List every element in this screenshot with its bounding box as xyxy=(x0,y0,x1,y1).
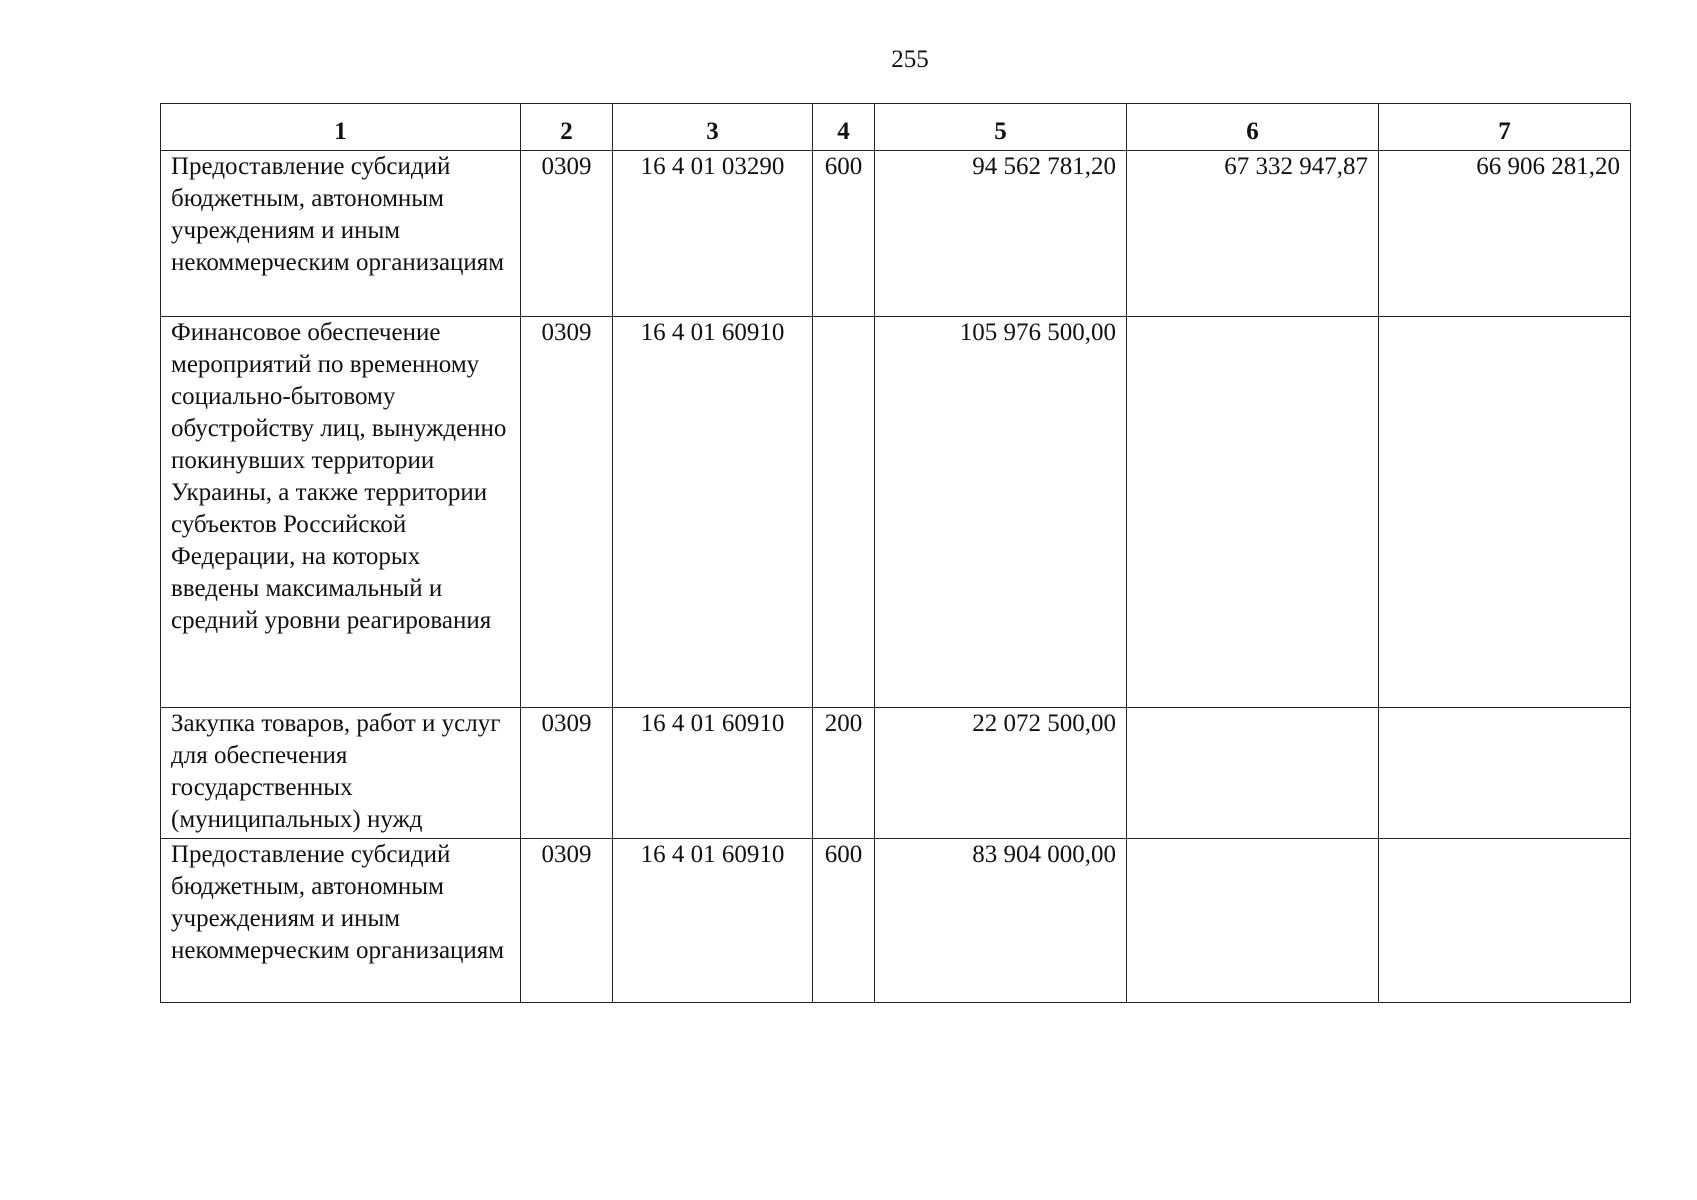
row-sum-5: 105 976 500,00 xyxy=(875,317,1127,708)
row-name: Финансовое обеспечение мероприятий по временному социально-бытовому обустройству лиц, вынужденно покинувших территории Украины, а также территории субъектов Российской Федерации, на которых введены максимальный и средний уровни реагирования xyxy=(161,317,521,708)
row-sum-6 xyxy=(1127,839,1379,1003)
row-section-code: 0309 xyxy=(521,839,613,1003)
column-header-7: 7 xyxy=(1379,104,1631,151)
row-expense-type: 600 xyxy=(813,151,875,317)
row-name: Предоставление субсидий бюджетным, автономным учреждениям и иным некоммерческим организациям xyxy=(161,839,521,1003)
row-expense-type xyxy=(813,317,875,708)
column-header-4: 4 xyxy=(813,104,875,151)
column-header-2: 2 xyxy=(521,104,613,151)
row-sum-5: 22 072 500,00 xyxy=(875,708,1127,839)
row-sum-7: 66 906 281,20 xyxy=(1379,151,1631,317)
table-row xyxy=(161,839,1631,1003)
table-row xyxy=(161,151,1631,317)
row-section-code: 0309 xyxy=(521,708,613,839)
row-target-code: 16 4 01 60910 xyxy=(613,839,813,1003)
row-section-code: 0309 xyxy=(521,151,613,317)
row-sum-5: 94 562 781,20 xyxy=(875,151,1127,317)
page-number: 255 xyxy=(891,46,929,73)
column-header-5: 5 xyxy=(875,104,1127,151)
row-sum-7 xyxy=(1379,839,1631,1003)
row-sum-6 xyxy=(1127,708,1379,839)
row-expense-type: 600 xyxy=(813,839,875,1003)
row-expense-type: 200 xyxy=(813,708,875,839)
budget-table xyxy=(160,103,1631,1003)
column-header-3: 3 xyxy=(613,104,813,151)
row-sum-7 xyxy=(1379,317,1631,708)
row-name: Закупка товаров, работ и услуг для обеспечения государственных (муниципальных) нужд xyxy=(161,708,521,839)
row-sum-6 xyxy=(1127,317,1379,708)
row-sum-5: 83 904 000,00 xyxy=(875,839,1127,1003)
row-target-code: 16 4 01 60910 xyxy=(613,317,813,708)
row-target-code: 16 4 01 03290 xyxy=(613,151,813,317)
row-sum-6: 67 332 947,87 xyxy=(1127,151,1379,317)
column-header-1: 1 xyxy=(161,104,521,151)
row-sum-7 xyxy=(1379,708,1631,839)
column-header-6: 6 xyxy=(1127,104,1379,151)
row-target-code: 16 4 01 60910 xyxy=(613,708,813,839)
row-section-code: 0309 xyxy=(521,317,613,708)
header-row xyxy=(161,104,1631,151)
row-name: Предоставление субсидий бюджетным, автономным учреждениям и иным некоммерческим организациям xyxy=(161,151,521,317)
table-row xyxy=(161,317,1631,708)
table-row xyxy=(161,708,1631,839)
